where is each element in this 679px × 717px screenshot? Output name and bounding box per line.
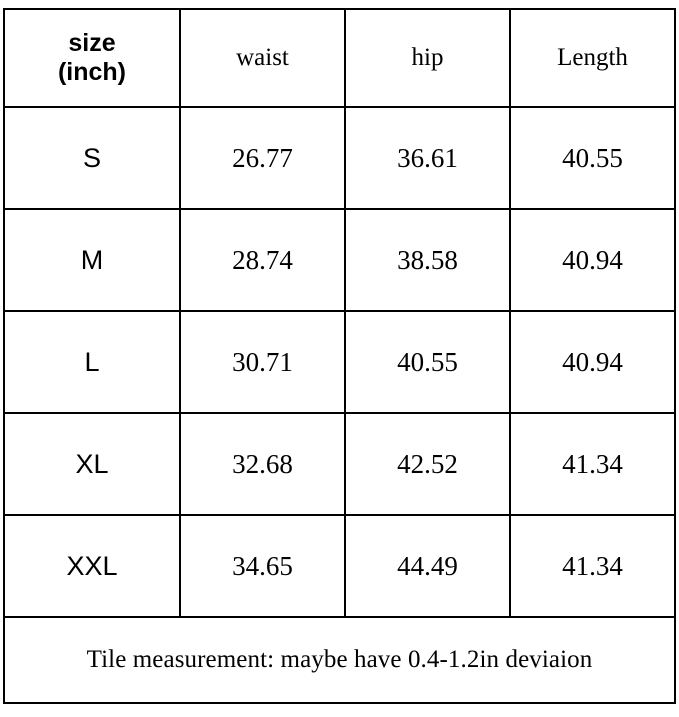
header-cell-waist: waist	[180, 9, 345, 107]
table-row	[4, 311, 675, 413]
cell-size: L	[4, 311, 180, 413]
cell-size: XL	[4, 413, 180, 515]
size-chart-table	[3, 8, 676, 704]
header-cell-hip: hip	[345, 9, 510, 107]
header-size-line2: (inch)	[57, 58, 127, 86]
cell-waist: 30.71	[180, 311, 345, 413]
cell-waist: 28.74	[180, 209, 345, 311]
table-note-row	[4, 617, 675, 703]
cell-hip: 40.55	[345, 311, 510, 413]
cell-length: 41.34	[510, 515, 675, 617]
cell-hip: 44.49	[345, 515, 510, 617]
cell-waist: 34.65	[180, 515, 345, 617]
cell-size: XXL	[4, 515, 180, 617]
table-row	[4, 413, 675, 515]
header-size-line1: size	[68, 28, 116, 57]
cell-hip: 42.52	[345, 413, 510, 515]
cell-waist: 26.77	[180, 107, 345, 209]
header-cell-size	[4, 9, 180, 107]
table-row	[4, 107, 675, 209]
cell-length: 40.94	[510, 209, 675, 311]
table-header-row	[4, 9, 675, 107]
cell-size: S	[4, 107, 180, 209]
cell-hip: 38.58	[345, 209, 510, 311]
cell-hip: 36.61	[345, 107, 510, 209]
cell-length: 40.94	[510, 311, 675, 413]
cell-size: M	[4, 209, 180, 311]
cell-length: 40.55	[510, 107, 675, 209]
cell-waist: 32.68	[180, 413, 345, 515]
cell-length: 41.34	[510, 413, 675, 515]
table-row	[4, 515, 675, 617]
header-cell-length: Length	[510, 9, 675, 107]
table-row	[4, 209, 675, 311]
measurement-note: Tile measurement: maybe have 0.4-1.2in deviaion	[4, 617, 675, 703]
